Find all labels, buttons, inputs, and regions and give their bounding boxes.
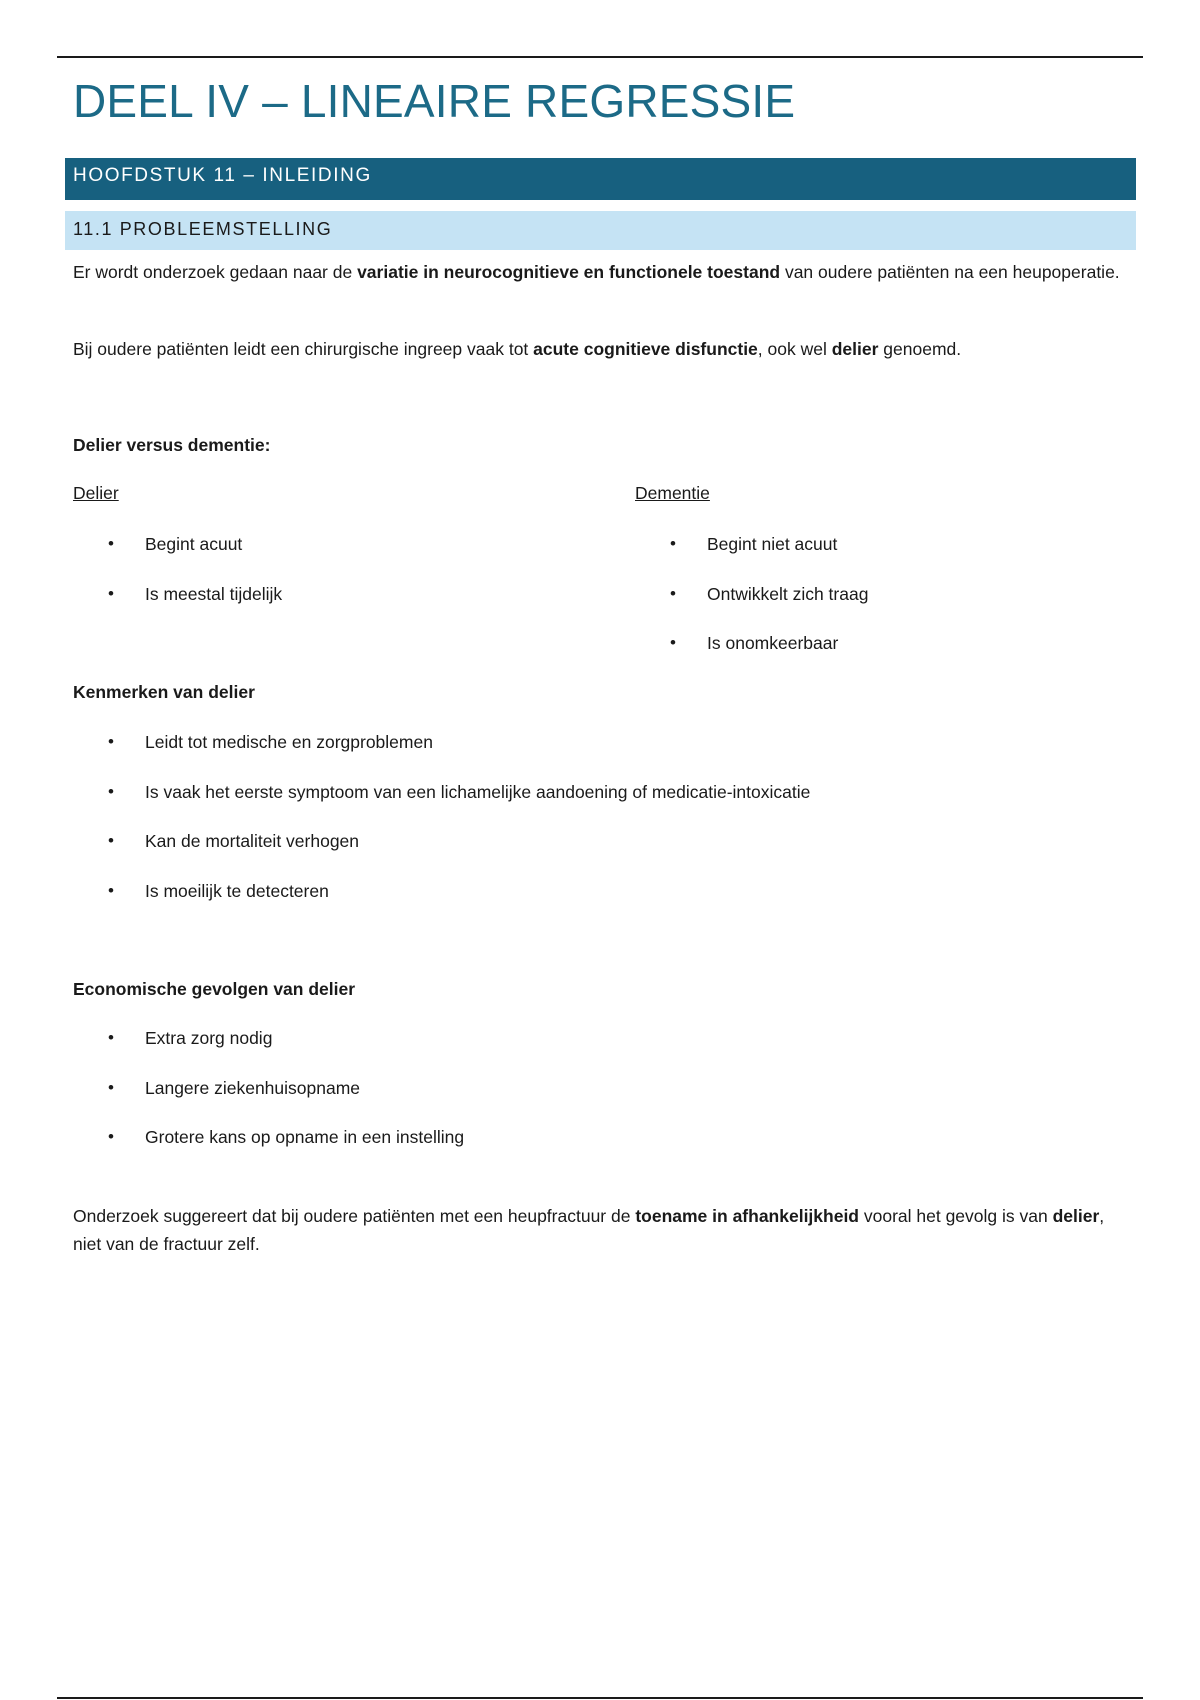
bottom-rule	[57, 1697, 1143, 1699]
bullet-icon: •	[670, 633, 676, 652]
bullet-icon: •	[108, 1078, 114, 1097]
document-page: DEEL IV – LINEAIRE REGRESSIE HOOFDSTUK 11 – INLEIDING 11.1 PROBLEEMSTELLING Er wordt onderzoek gedaan naar de variatie in neurocognitieve en functionele toestand van oudere patiënten na een heupoperatie. Bij oudere patiënten leidt een chirurgische ingreep vaak tot acute cognitieve disfunctie, ook wel delier genoemd. Delier versus dementie: Delier Dementie • Begint acuut • Is meestal tijdelijk • Begint niet acuut • Ontwikkelt zich traag • Is onomkeerbaar Kenmerken van delier • Leidt tot medische en zorgproblemen • Is vaak het eerste symptoom van een lichamelijke aandoening of medicatie-intoxicatie • Kan de mortaliteit verhogen • Is moeilijk te detecteren Economische gevolgen van delier • Extra zorg nodig • Langere ziekenhuisopname • Grotere kans op opname in een instelling Onderzoek suggereert dat bij oudere patiënten met een heupfractuur de toename in afhankelijkheid vooral het gevolg is van delier, niet van de fractuur zelf.	[0, 0, 1200, 1700]
page-title: DEEL IV – LINEAIRE REGRESSIE	[73, 75, 796, 127]
delier-column-heading: Delier	[73, 483, 119, 503]
bullet-icon: •	[108, 881, 114, 900]
bullet-icon: •	[108, 1127, 114, 1146]
bullet-icon: •	[670, 534, 676, 553]
economisch-heading: Economische gevolgen van delier	[73, 979, 356, 999]
chapter-heading: HOOFDSTUK 11 – INLEIDING	[65, 158, 1136, 200]
bullet-icon: •	[670, 584, 676, 603]
intro-paragraph-2: Bij oudere patiënten leidt een chirurgische ingreep vaak tot acute cognitieve disfunctie, ook wel delier genoemd.	[73, 339, 962, 359]
bullet-icon: •	[108, 534, 114, 553]
bullet-icon: •	[108, 732, 114, 751]
kenmerken-heading: Kenmerken van delier	[73, 682, 255, 702]
dementie-column-heading: Dementie	[635, 483, 710, 503]
bullet-icon: •	[108, 584, 114, 603]
bullet-icon: •	[108, 1028, 114, 1047]
section-heading: 11.1 PROBLEEMSTELLING	[65, 211, 1136, 250]
conclusion-paragraph: Onderzoek suggereert dat bij oudere patiënten met een heupfractuur de toename in afhankelijkheid vooral het gevolg is van delier, niet van de fractuur zelf.	[73, 1206, 1105, 1254]
top-rule	[57, 56, 1143, 58]
intro-paragraph-1: Er wordt onderzoek gedaan naar de variatie in neurocognitieve en functionele toestand van oudere patiënten na een heupoperatie.	[73, 262, 1120, 282]
comparison-heading: Delier versus dementie:	[73, 435, 271, 455]
bullet-icon: •	[108, 782, 114, 801]
bullet-icon: •	[108, 831, 114, 850]
